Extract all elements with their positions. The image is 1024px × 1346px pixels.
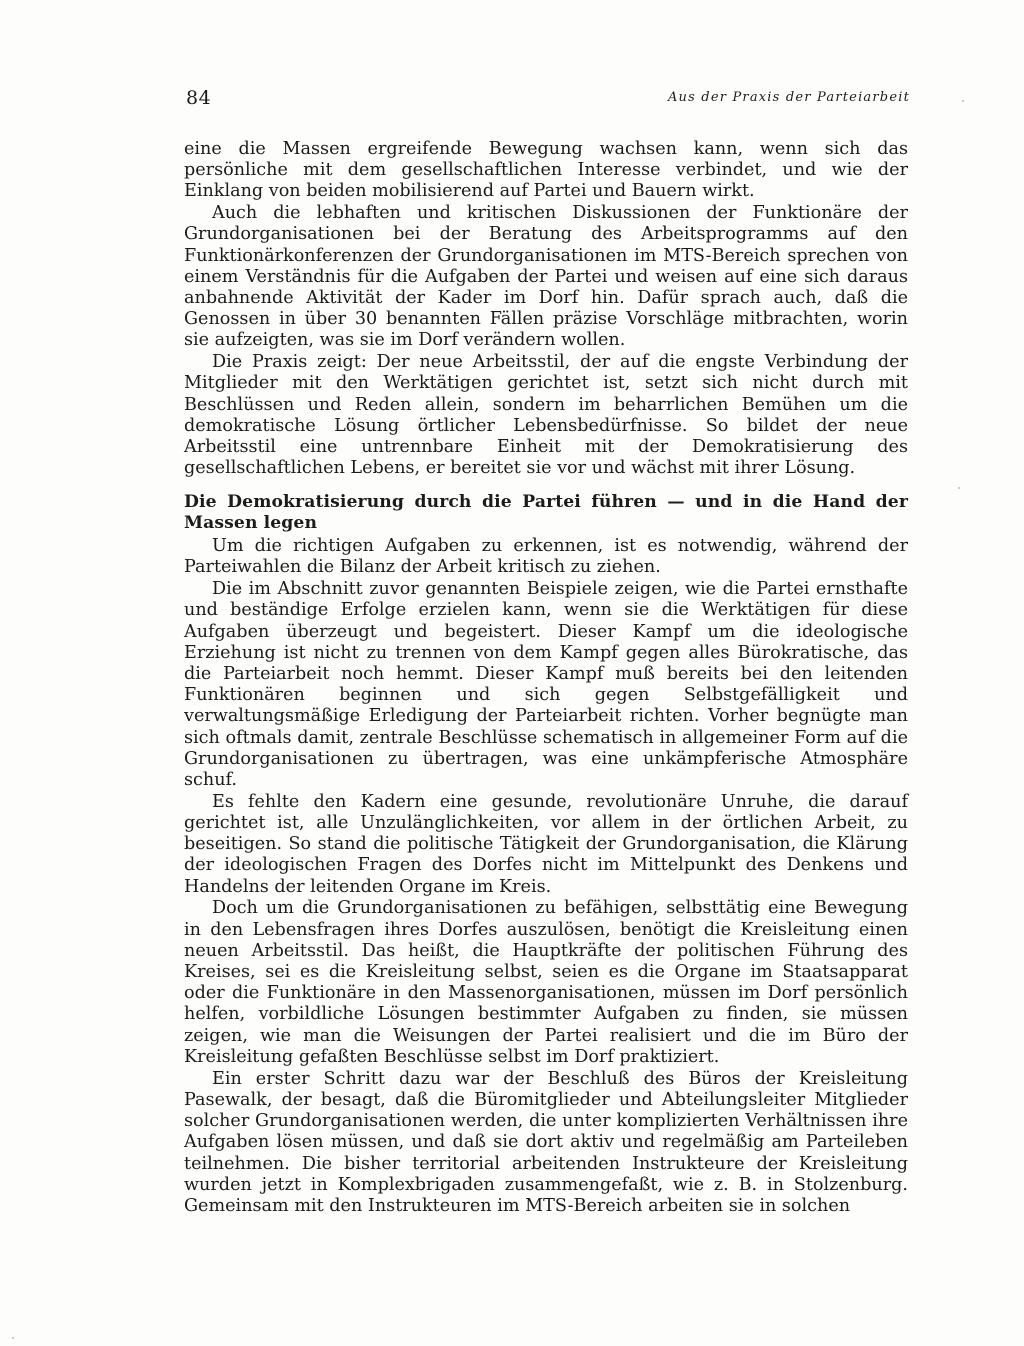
paper-speck <box>12 1337 14 1339</box>
paragraph: Ein erster Schritt dazu war der Beschluß des Büros der Kreisleitung Pasewalk, der besagt, daß die Büromitglieder und Abteilungsleiter Mitglieder solcher Grundorganisationen werden, die unter komplizierten Verhältnissen ihre Aufgaben lösen müssen, und daß sie dort aktiv und regelmäßig am Parteileben teilnehmen. Die bisher territorial arbeitenden Instrukteure der Kreisleitung wurden jetzt in Komplexbrigaden zusammengefaßt, wie z. B. in Stolzenburg. Gemeinsam mit den Instrukteuren im MTS-Bereich arbeiten sie in solchen <box>184 1068 908 1216</box>
paragraph-continued: eine die Massen ergreifende Bewegung wachsen kann, wenn sich das persönliche mit dem gesellschaftlichen Interesse verbindet, und wie der Einklang von beiden mobilisierend auf Partei und Bauern wirkt. <box>184 139 908 202</box>
body-text <box>184 139 908 1217</box>
paragraph: Die im Abschnitt zuvor genannten Beispiele zeigen, wie die Partei ernsthafte und beständige Erfolge erzielen kann, wenn sie die Werktätigen für diese Aufgaben überzeugt und begeistert. Dieser Kampf um die ideologische Erziehung ist nicht zu trennen von dem Kampf gegen alles Bürokratische, das die Parteiarbeit noch hemmt. Dieser Kampf muß bereits bei den leitenden Funktionären beginnen und sich gegen Selbstgefälligkeit und verwaltungsmäßige Erledigung der Parteiarbeit richten. Vorher begnügte man sich oftmals damit, zentrale Beschlüsse schematisch in allgemeiner Form auf die Grundorganisationen zu übertragen, was eine unkämpferische Atmosphäre schuf. <box>184 579 908 791</box>
paragraph: Auch die lebhaften und kritischen Diskussionen der Funktionäre der Grundorganisationen bei der Beratung des Arbeitsprogramms auf den Funktionärkonferenzen der Grundorganisationen im MTS-Bereich sprechen von einem Verständnis für die Aufgaben der Partei und weisen auf eine sich daraus anbahnende Aktivität der Kader im Dorf hin. Dafür sprach auch, daß die Genossen in über 30 benannten Fällen präzise Vorschläge mitbrachten, worin sie aufzeigten, was sie im Dorf verändern wollen. <box>184 203 908 351</box>
paragraph: Um die richtigen Aufgaben zu erkennen, ist es notwendig, während der Parteiwahlen die Bilanz der Arbeit kritisch zu ziehen. <box>184 536 908 578</box>
running-head: Aus der Praxis der Parteiarbeit <box>667 90 910 105</box>
paper-speck <box>958 487 960 489</box>
paper-speck <box>962 100 964 102</box>
page-number: 84 <box>186 87 212 109</box>
paragraph: Es fehlte den Kadern eine gesunde, revolutionäre Unruhe, die darauf gerichtet ist, alle Unzulänglichkeiten, vor allem in der örtlichen Arbeit, zu beseitigen. So stand die politische Tätigkeit der Grundorganisation, die Klärung der ideologischen Fragen des Dorfes nicht im Mittelpunkt des Denkens und Handelns der leitenden Organe im Kreis. <box>184 791 908 897</box>
page-header <box>184 86 910 112</box>
paragraph: Doch um die Grundorganisationen zu befähigen, selbsttätig eine Bewegung in den Lebensfragen ihres Dorfes auszulösen, benötigt die Kreisleitung einen neuen Arbeitsstil. Das heißt, die Hauptkräfte der politischen Führung des Kreises, sei es die Kreisleitung selbst, seien es die Organe im Staatsapparat oder die Funktionäre in den Massenorganisationen, müssen im Dorf persönlich helfen, vorbildliche Lösungen bestimmter Aufgaben zu finden, sie müssen zeigen, wie man die Weisungen der Partei realisiert und die im Büro der Kreisleitung gefaßten Beschlüsse selbst im Dorf praktiziert. <box>184 898 908 1067</box>
section-heading: Die Demokratisierung durch die Partei führen — und in die Hand der Massen legen <box>184 492 908 534</box>
paragraph: Die Praxis zeigt: Der neue Arbeitsstil, der auf die engste Verbindung der Mitglieder mit den Werktätigen gerichtet ist, setzt sich nicht durch mit Beschlüssen und Reden allein, sondern im beharrlichen Bemühen um die demokratische Lösung örtlicher Lebensbedürfnisse. So bildet der neue Arbeitsstil eine untrennbare Einheit mit der Demokratisierung des gesellschaftlichen Lebens, er bereitet sie vor und wächst mit ihrer Lösung. <box>184 352 908 479</box>
